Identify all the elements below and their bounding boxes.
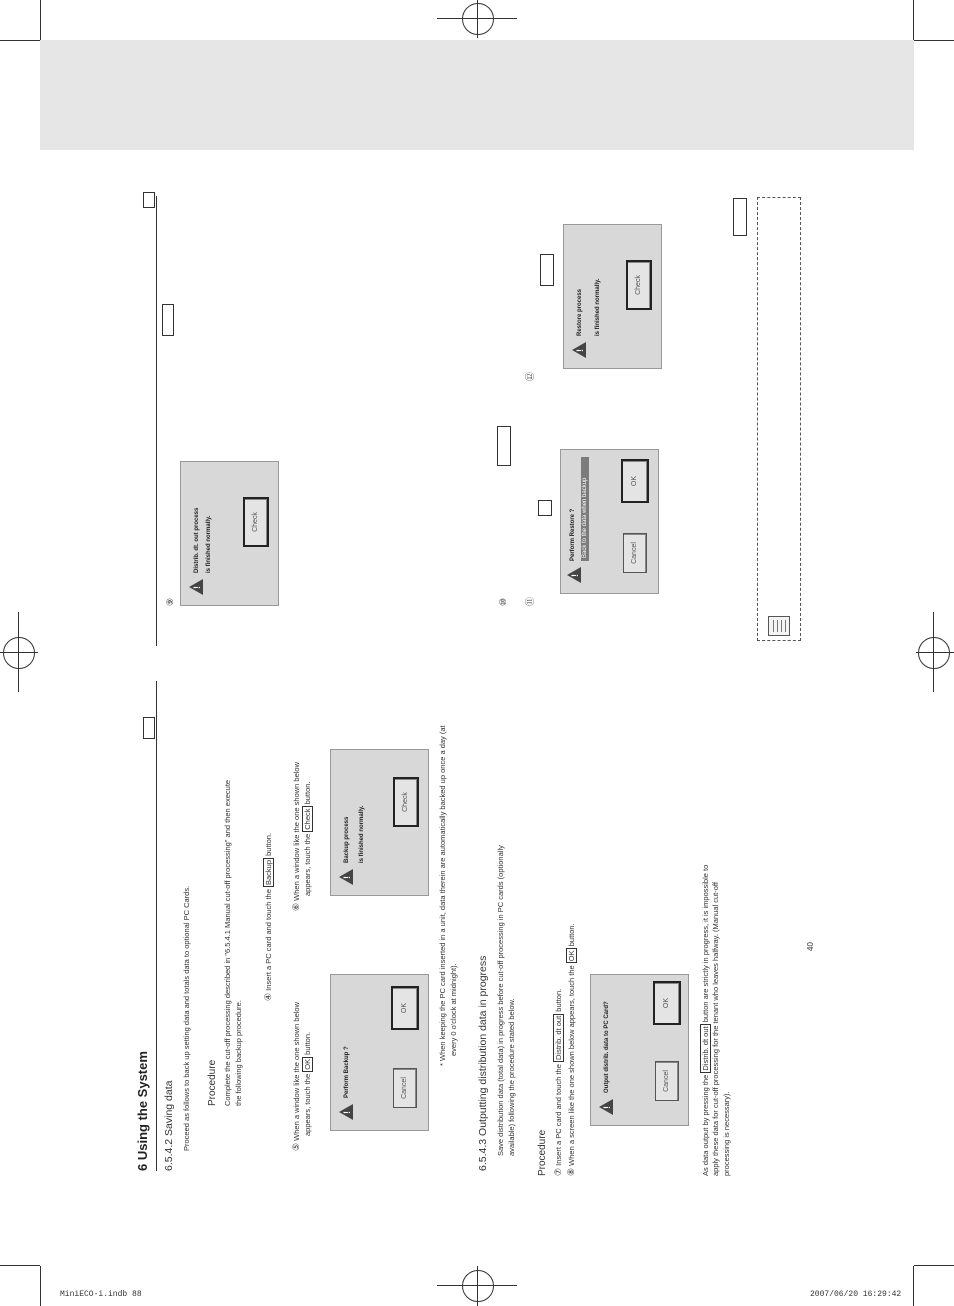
backup-key: Backup (264, 859, 273, 885)
step-number: ⑧ (566, 1167, 576, 1176)
ok-button[interactable]: OK (653, 981, 681, 1025)
chapter-rule (156, 196, 157, 646)
note-box (757, 197, 801, 641)
step-text: button. (303, 1031, 312, 1055)
step-text: appears, touch the (303, 833, 312, 896)
step-8 (566, 923, 577, 1176)
distrib-out-finished-dialog (180, 461, 279, 606)
step-number: ⑤ (291, 1142, 301, 1151)
cancel-button[interactable]: Cancel (393, 1068, 417, 1108)
step-12-number: ⑫ (525, 371, 535, 381)
warning-icon: ! (599, 1099, 613, 1115)
section-heading: 6.5.4.3 Outputting distribution data in progress (477, 955, 489, 1171)
step-number: ④ (263, 992, 273, 1001)
warning-icon: ! (567, 567, 581, 583)
warning-icon: ! (339, 1104, 353, 1120)
dialog-message: is finished normally. (206, 515, 212, 573)
closing-text-part: button are strictly in progress, it is impossible to (701, 864, 710, 1023)
warning-icon: ! (189, 579, 203, 595)
procedure-text: the following backup procedure. (234, 1000, 243, 1106)
step-text: button. (554, 988, 563, 1012)
step-7 (553, 989, 564, 1176)
step-text: When a screen like the one shown below appears, touch the (567, 965, 576, 1166)
page-number: 40 (806, 942, 815, 951)
dialog-message: Perform Backup ? (344, 1046, 350, 1098)
dialog-message: Output distrib. data to PC Card? (604, 1001, 610, 1093)
warning-icon: ! (339, 869, 353, 885)
check-key: Check (303, 808, 312, 830)
cancel-button[interactable]: Cancel (623, 533, 647, 573)
step-text: appears, touch the (303, 1073, 312, 1136)
step-text: When a window like the one shown below (292, 761, 301, 901)
perform-backup-dialog (330, 974, 429, 1131)
procedure-heading: Procedure (207, 1059, 218, 1106)
step-11-number: ⑪ (525, 596, 535, 606)
section-intro: Save distribution data (total data) in progress before cut-off processing in PC cards (optionally (496, 845, 505, 1156)
key-placeholder-box (540, 254, 554, 286)
step-5-line2 (302, 1032, 313, 1136)
procedure-text: Complete the cut-off processing described in "6.5.4.1 Manual cut-off processing" and then execute (223, 779, 232, 1106)
backup-finished-dialog (330, 749, 429, 896)
distrib-dt-out-key: Distrib. dt out (701, 1026, 710, 1071)
check-button[interactable]: Check (393, 777, 419, 827)
slug-left: MiniECO-i.indb 88 (60, 1290, 142, 1299)
ok-button[interactable]: OK (621, 459, 649, 503)
note-book-icon (768, 616, 790, 636)
step-9-number: ⑨ (165, 597, 175, 606)
closing-text-part: As data output by pressing the (701, 1074, 710, 1176)
chapter-title: 6 Using the System (135, 1051, 150, 1171)
check-button[interactable]: Check (626, 260, 652, 310)
step-number: ⑥ (291, 902, 301, 911)
step-text: button. (567, 923, 576, 947)
section-heading: 6.5.4.2 Saving data (163, 1080, 175, 1171)
tab-marker (143, 717, 155, 739)
slug-right: 2007/06/20 16:29:42 (810, 1290, 902, 1299)
step-6-line2 (302, 781, 313, 896)
ok-key: OK (567, 950, 576, 962)
key-placeholder-box (162, 304, 174, 336)
key-placeholder-box (733, 198, 747, 236)
dialog-message: Backup process (344, 816, 350, 863)
closing-text: processing is necessary). (722, 1091, 731, 1176)
step-text: Insert a PC card and touch the (264, 889, 273, 991)
dialog-message: Distrib. dt. out process (194, 507, 200, 573)
section-intro: available) following the procedure stated below. (507, 998, 516, 1156)
dialog-message: Perform Restore ? (570, 508, 576, 561)
procedure-heading: Procedure (537, 1129, 548, 1176)
step-number: ⑦ (553, 1167, 563, 1176)
step-10-number: ⑩ (498, 597, 508, 606)
ok-button[interactable]: OK (391, 986, 419, 1030)
ok-key: OK (303, 1058, 312, 1070)
key-placeholder-box (538, 500, 552, 516)
section-intro: Proceed as follows to back up setting data and totals data to optional PC Cards. (182, 885, 191, 1151)
step-text: button. (264, 832, 273, 856)
step-4 (263, 833, 274, 1001)
note-text: every 0 o'clock at midnight). (449, 963, 458, 1056)
step-text: button. (303, 781, 312, 805)
dialog-message: is finished normally. (595, 278, 601, 336)
closing-text: apply these data for cut-off processing for the tenant who leaves halfway. (Manual cut-off (711, 882, 720, 1176)
step-text: Insert a PC card and touch the (554, 1064, 563, 1166)
distrib-dt-out-key: Distrib. dt out (554, 1015, 563, 1060)
note-text: When keeping the PC card inserted in a unit, data therein are automatically backed up once a day (at (438, 725, 447, 1061)
step-5 (291, 1002, 302, 1151)
step-6 (291, 762, 302, 911)
dialog-message: is finished normally. (359, 805, 365, 863)
restore-option[interactable]: Back to the data when backup (581, 457, 589, 561)
step-text: When a window like the one shown below (292, 1001, 301, 1141)
cancel-button[interactable]: Cancel (655, 1061, 679, 1101)
chapter-rule (156, 681, 157, 1171)
key-placeholder-box (497, 426, 511, 466)
dialog-message: Restore process (577, 288, 583, 336)
output-distrib-dialog (590, 974, 689, 1126)
check-button[interactable]: Check (243, 497, 269, 547)
note-mark: * (438, 1063, 447, 1066)
closing-text (700, 865, 711, 1176)
warning-icon: ! (572, 342, 586, 358)
perform-restore-dialog (560, 449, 659, 594)
restore-finished-dialog (563, 224, 662, 369)
note (438, 725, 448, 1066)
tab-marker (143, 192, 155, 208)
